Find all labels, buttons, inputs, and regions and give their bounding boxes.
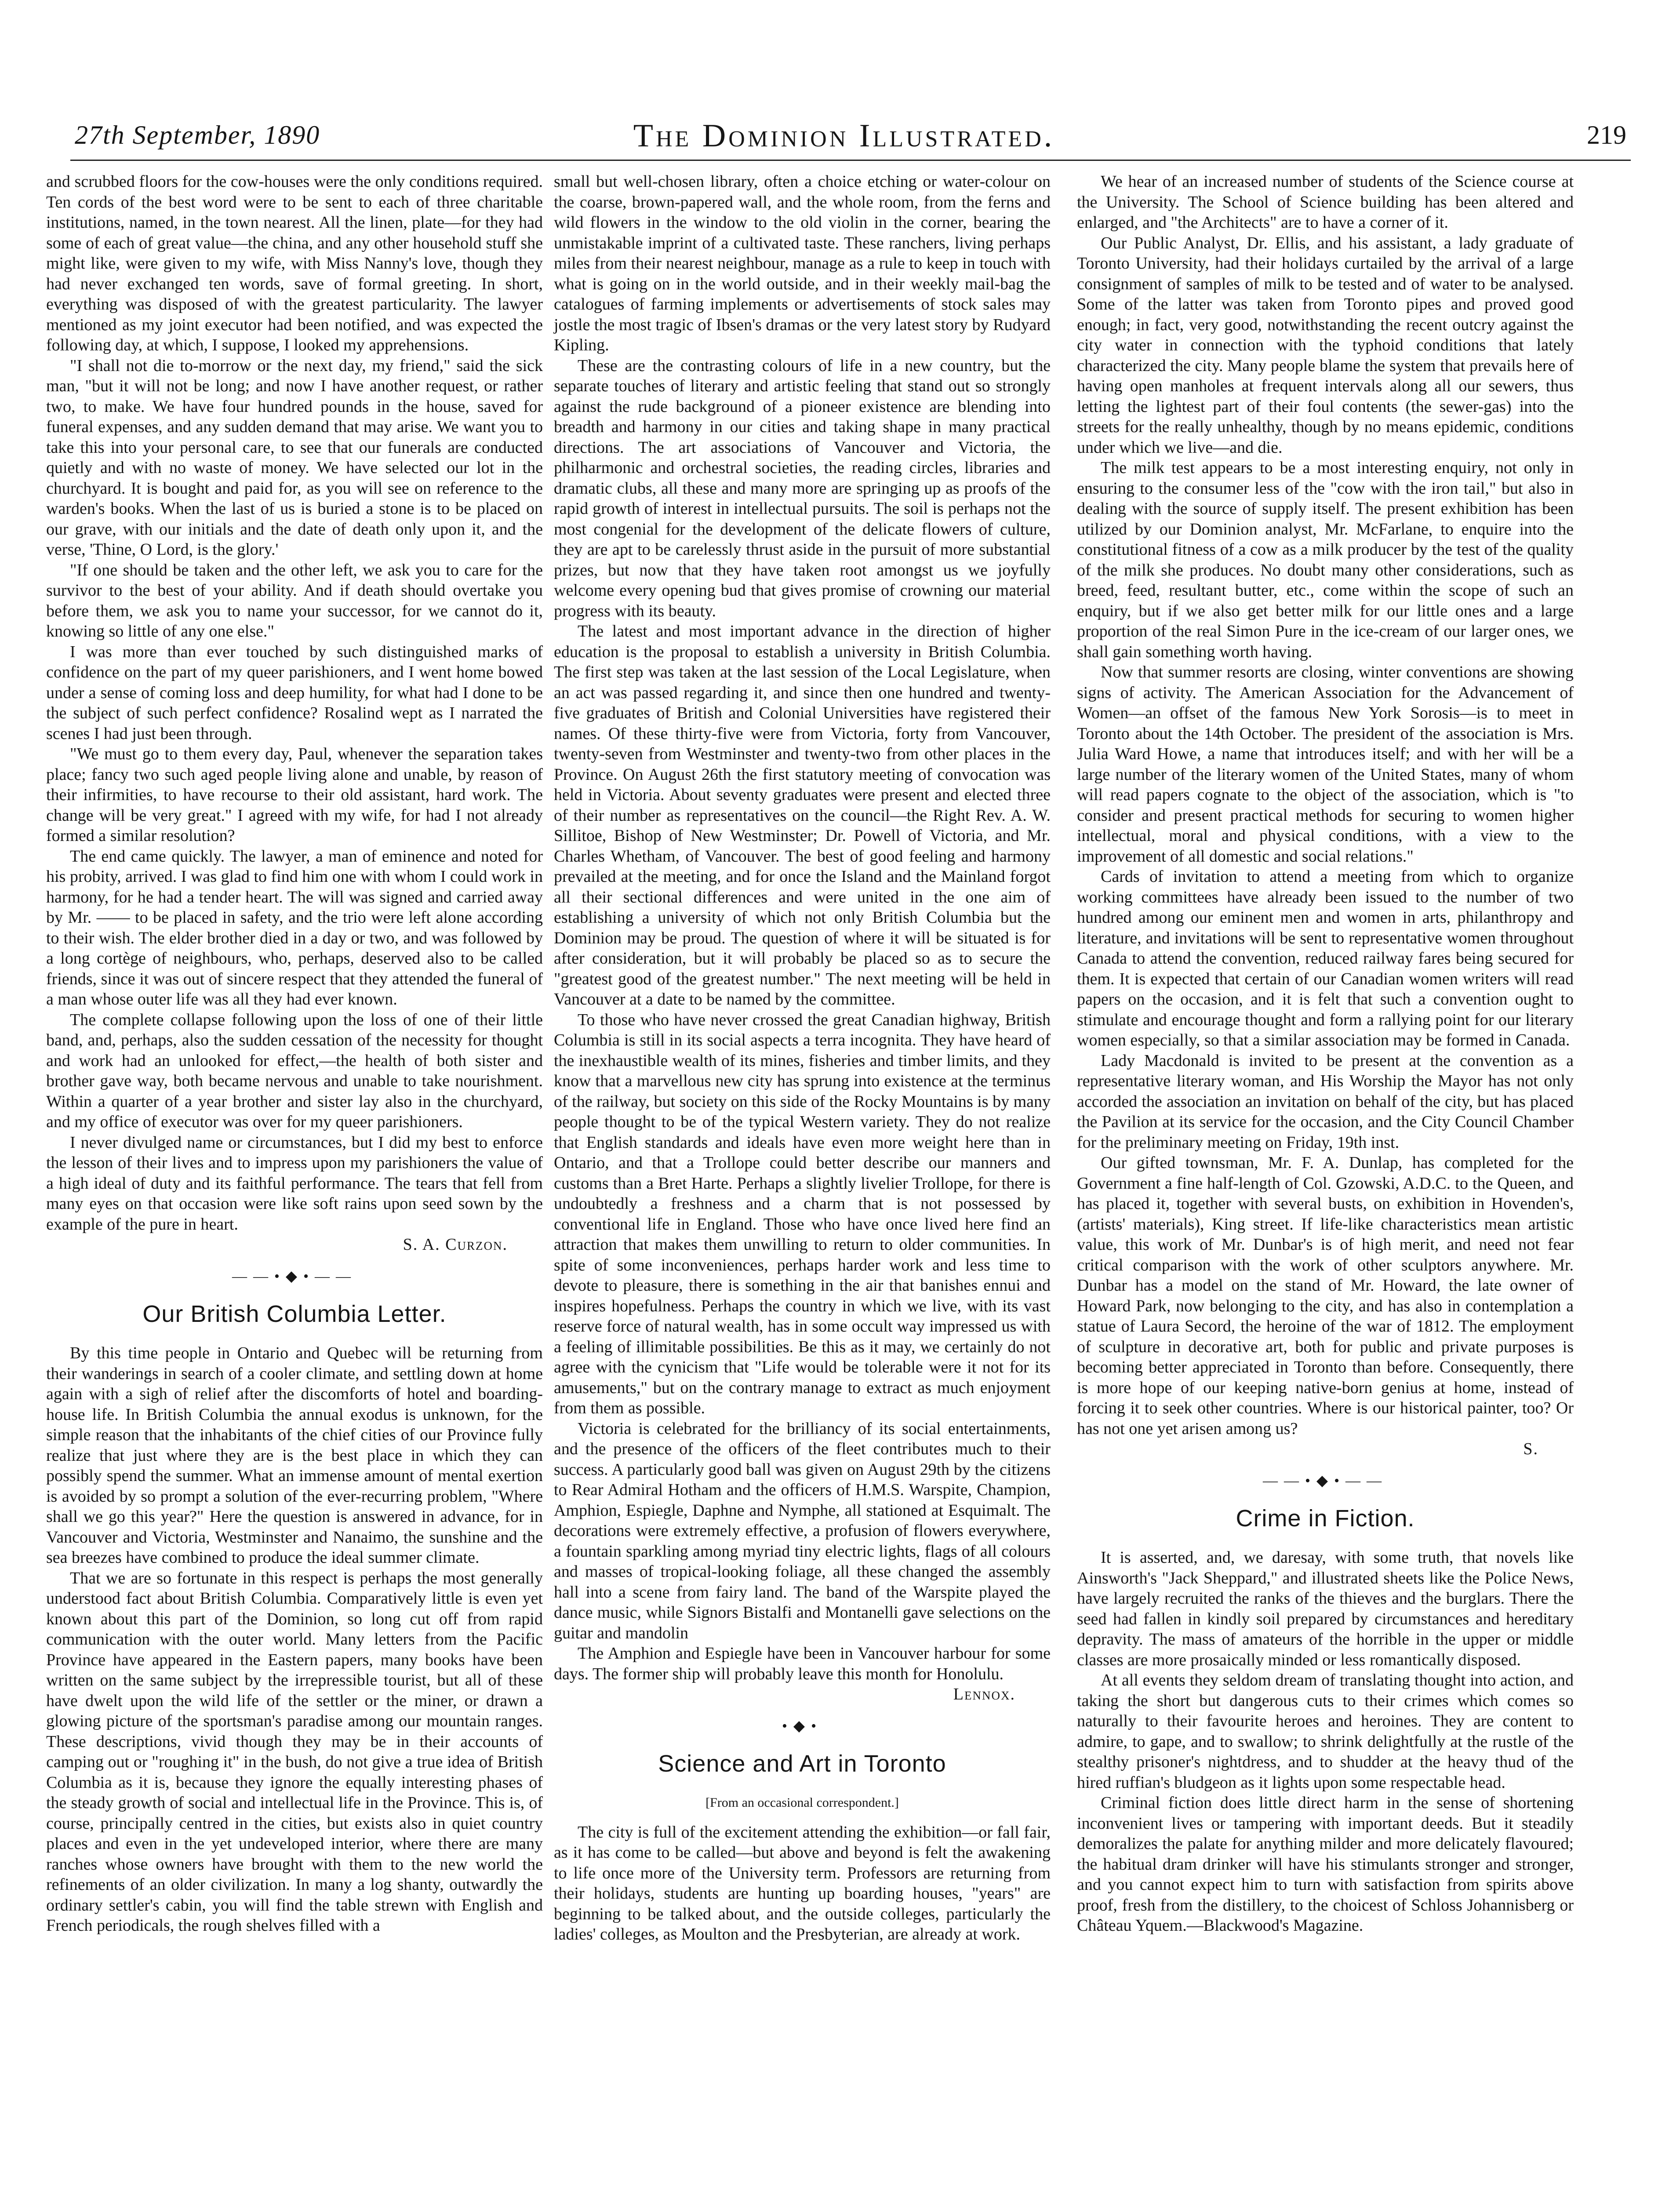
- section-divider: •◆•: [782, 1718, 822, 1734]
- letter-paragraph: These are the contrasting colours of life in a new country, but the separate touches of literary and artistic feeling that stand out so strongly against the rude background of a pioneer existence are blending into breadth and harmony in our cities and taking shape in many practical directions. The art associations of Vancouver and Victoria, the philharmonic and orchestral societies, the reading circles, libraries and dramatic clubs, all these and many more are springing up as proofs of the rapid growth of interest in intellectual pursuits. The soil is perhaps not the most congenial for the development of the delicate flowers of culture, they are apt to be carelessly thrust aside in the pursuit of more substantial prizes, but now that they have taken root amongst us we joyfully welcome every opening bud that gives promise of crowning our material progress with its beauty.: [554, 356, 1051, 620]
- publication-title: The Dominion Illustrated.: [633, 118, 1055, 154]
- story-paragraph: "If one should be taken and the other left, we ask you to care for the survivor to the best of your ability. And if death should overtake you before them, we ask you to name your successor, for we cannot do it, knowing so little of any one else.": [46, 560, 543, 640]
- crime-paragraph: Criminal fiction does little direct harm in the sense of shortening inconvenient lives or tampering with important deeds. But it steadily demoralizes the palate for anything milder and more delicately flavoured; the habitual dram drinker will have his stimulants stronger and stronger, and you cannot expect him to turn with satisfaction from spirits above proof, fresh from the distillery, to the choicest of Schloss Johannisberg or Château Yquem.—Blackwood's Magazine.: [1077, 1794, 1574, 1935]
- letter-paragraph: Victoria is celebrated for the brilliancy of its social entertainments, and the presence of the officers of the fleet contributes much to their success. A particularly good ball was given on August 29th by the citizens to Rear Admiral Hotham and the officers of H.M.S. Warspite, Champion, Amphion, Espiegle, Daphne and Nymphe, all stationed at Esquimalt. The decorations were extremely effective, a profusion of flowers everywhere, a fountain sparkling among myriad tiny electric lights, flags of all colours and masses of tropical-looking foliage, all these changed the assembly hall into a scene from fairy land. The band of the Warspite played the dance music, while Signors Bistalfi and Montanelli gave selections on the guitar and mandolin: [554, 1419, 1051, 1642]
- correspondent-byline: [From an occasional correspondent.]: [705, 1795, 899, 1810]
- science-paragraph: The city is full of the excitement attending the exhibition—or fall fair, as it has come to be called—but above and beyond is felt the awakening to life once more of the University term. Professors are returning from their holidays, students are hunting up boarding houses, "years" are beginning to be talked about, and the outside colleges, particularly the ladies' colleges, as Moulton and the Presbyterian, are already at work.: [554, 1823, 1051, 1943]
- section-divider: ——•◆•——: [1263, 1472, 1388, 1489]
- science-signature: S.: [1523, 1440, 1538, 1458]
- story-paragraph: The end came quickly. The lawyer, a man of eminence and noted for his probity, arrived. I was glad to find him one with whom I could work in harmony, for he had a tender heart. The will was signed and carried away by Mr. —— to be placed in safety, and the trio were left alone according to their wish. The elder brother died in a day or two, and was followed by a long cortège of neighbours, who, perhaps, deserved also to be called friends, since it was out of sincere respect that they attended the funeral of a man whose outer life was all they had ever known.: [46, 847, 543, 1008]
- issue-date: 27th September, 1890: [75, 120, 320, 149]
- masthead-rule: [70, 160, 1631, 161]
- section-title-crime-fiction: Crime in Fiction.: [1236, 1505, 1415, 1532]
- story-paragraph: I never divulged name or circumstances, but I did my best to enforce the lesson of their lives and to impress upon my parishioners the value of a high ideal of duty and its faithful performance. The tears that fell from many eyes on that occasion were like soft rains upon seed sown by the example of the pure in heart.: [46, 1133, 543, 1234]
- column-left: [46, 171, 543, 1936]
- letter-paragraph: By this time people in Ontario and Quebec will be returning from their wanderings in search of a cooler climate, and settling down at home again with a sigh of relief after the discomforts of hotel and boarding-house life. In British Columbia the annual exodus is unknown, for the simple reason that the inhabitants of the chief cities of our Province fully realize that just where they are is the best place in which they can possibly spend the summer. What an immense amount of mental exertion is avoided by so prompt a solution of the ever-recurring problem, "Where shall we go this year?" Here the question is answered in advance, for in Vancouver and Victoria, Westminster and Nanaimo, the sunshine and the sea breezes have combined to produce the ideal summer climate.: [46, 1344, 543, 1567]
- story-signature: S. A. Curzon.: [403, 1235, 508, 1254]
- page-number: 219: [1587, 120, 1626, 149]
- science-paragraph: We hear of an increased number of students of the Science course at the University. The School of Science building has been altered and enlarged, and "the Architects" are to have a corner of it.: [1077, 172, 1574, 232]
- column-right: [1077, 171, 1574, 1936]
- letter-paragraph: That we are so fortunate in this respect is perhaps the most generally understood fact about British Columbia. Comparatively little is even yet known about this part of the Dominion, so long cut off from rapid communication with the outer world. Many letters from the Pacific Province have appeared in the Eastern papers, many books have been written on the same subject by the irrepressible tourist, but all of these have dwelt upon the wild life of the settler or the miner, or drawn a glowing picture of the sportsman's paradise among our mountain ranges. These descriptions, vivid though they may be in their accounts of camping out or "roughing it" in the bush, do not give a true idea of British Columbia as it is, because they ignore the equally interesting phases of the steady growth of social and intellectual life in the Province. This is, of course, principally centred in the cities, but exists also in quiet country places and even in the yet undeveloped interior, where there are many ranches whose owners have brought with them to the new world the refinements of an older civilization. In many a log shanty, outwardly the ordinary settler's cabin, you will find the table strewn with English and French periodicals, the rough shelves filled with a: [46, 1568, 543, 1935]
- letter-signature: Lennox.: [953, 1685, 1015, 1703]
- science-paragraph: Lady Macdonald is invited to be present at the convention as a representative literary woman, and His Worship the Mayor has not only accorded the association an invitation on behalf of the city, but has placed the Pavilion at its service for the occasion, and the City Council Chamber for the preliminary meeting on Friday, 19th inst.: [1077, 1051, 1574, 1152]
- story-paragraph: "We must go to them every day, Paul, whenever the separation takes place; fancy two such aged people living alone and unable, by reason of their infirmities, to have recourse to their old assistant, hard work. The change will be very great." I agreed with my wife, for had I not already formed a similar resolution?: [46, 745, 543, 845]
- story-paragraph: and scrubbed floors for the cow-houses were the only conditions required. Ten cords of the best word were to be sent to each of three charitable institutions, named, in the town nearest. All the linen, plate—for they had some of each of great value—the china, and any other household stuff she might like, were given to my wife, with Miss Nanny's love, though they had never exchanged ten words, save of formal greeting. In short, everything was disposed of with the greatest particularity. The lawyer mentioned as my joint executor had been notified, and was expected the following day, at which, I suppose, I looked my apprehensions.: [46, 172, 543, 354]
- crime-paragraph: It is asserted, and, we daresay, with some truth, that novels like Ainsworth's "Jack Sheppard," and illustrated sheets like the Police News, have largely recruited the ranks of the thieves and the burglars. There the seed had fallen in kindly soil prepared by circumstances and hereditary depravity. The mass of amateurs of the horrible in the upper or middle classes are more prosaically minded or less romantically disposed.: [1077, 1548, 1574, 1669]
- story-paragraph: The complete collapse following upon the loss of one of their little band, and, perhaps, also the sudden cessation of the necessity for thought and work had an unlooked for effect,—the health of both sister and brother gave way, both became nervous and unable to take nourishment. Within a quarter of a year brother and sister lay also in the churchyard, and my office of executor was over for my queer parishioners.: [46, 1010, 543, 1131]
- letter-paragraph: The Amphion and Espiegle have been in Vancouver harbour for some days. The former ship will probably leave this month for Honolulu.: [554, 1644, 1051, 1683]
- story-paragraph: "I shall not die to-morrow or the next day, my friend," said the sick man, "but it will not be long; and now I have another request, or rather two, to make. We have four hundred pounds in the house, saved for funeral expenses, and any sudden demand that may arise. We want you to take this into your personal care, to see that our funerals are conducted quietly and with no waste of money. We have selected our lot in the churchyard. It is bought and paid for, as you will see on reference to the warden's books. When the last of us is buried a stone is to be placed on our grave, with our initials and the date of death only upon it, and the verse, 'Thine, O Lord, is the glory.': [46, 356, 543, 559]
- science-paragraph: The milk test appears to be a most interesting enquiry, not only in ensuring to the consumer less of the "cow with the iron tail," but also in dealing with the source of supply itself. The present exhibition has been utilized by our Dominion analyst, Mr. McFarlane, to enquire into the constitutional fitness of a cow as a milk producer by the test of the quality of the milk she produces. No doubt many other considerations, such as breed, feed, resultant butter, etc., come within the scope of such an enquiry, but if we also get better milk for our little ones and a large proportion of the real Simon Pure in the ice-cream of our larger ones, we shall gain something worth having.: [1077, 459, 1574, 661]
- story-paragraph: I was more than ever touched by such distinguished marks of confidence on the part of my queer parishioners, and I went home bowed under a sense of coming loss and deep humility, for what had I done to be the subject of such perfect confidence? Rosalind wept as I narrated the scenes I had just been through.: [46, 642, 543, 743]
- section-title-science-art: Science and Art in Toronto: [658, 1750, 946, 1777]
- crime-paragraph: At all events they seldom dream of translating thought into action, and taking the short but dangerous cuts to their crimes which comes so naturally to their favourite heroes and heroines. They are content to admire, to gape, and to swallow; to shrink delightfully at the rustle of the stealthy prisoner's nightdress, and to shudder at the heavy thud of the hired ruffian's bludgeon as it lights upon some respectable head.: [1077, 1671, 1574, 1792]
- letter-paragraph: small but well-chosen library, often a choice etching or water-colour on the coarse, brown-papered wall, and the whole room, from the ferns and wild flowers in the window to the old violin in the corner, bearing the unmistakable imprint of a cultivated taste. These ranchers, living perhaps miles from their nearest neighbour, manage as a rule to keep in touch with what is going on in the world outside, and in their weekly mail-bag the catalogues of farming implements or advertisements of stock sales may jostle the most tragic of Ibsen's dramas or the very latest story by Rudyard Kipling.: [554, 172, 1051, 354]
- science-paragraph: Our Public Analyst, Dr. Ellis, and his assistant, a lady graduate of Toronto University, had their holidays curtailed by the arrival of a large consignment of samples of milk to be tested and of water to be analysed. Some of the latter was taken from Toronto pipes and proved good enough; in fact, very good, notwithstanding the recent outcry against the city water in connection with the typhoid conditions that lately characterized the city. Many people blame the system that prevails here of having open manholes at frequent intervals along all our sewers, thus letting the lightest part of their foul contents (the sewer-gas) into the streets for the really unhealthy, though by no means epidemic, conditions under which we live—and die.: [1077, 233, 1574, 457]
- section-divider: ——•◆•——: [232, 1268, 357, 1285]
- science-paragraph: Our gifted townsman, Mr. F. A. Dunlap, has completed for the Government a fine half-length of Col. Gzowski, A.D.C. to the Queen, and has placed it, together with several busts, on exhibition in Hovenden's, (artists' materials), King street. If life-like characteristics mean artistic value, this work of Mr. Dunbar's is of high merit, and need not fear critical comparison with the work of other sculptors anywhere. Mr. Dunbar has a model on the stand of Mr. Howard, the late owner of Howard Park, now belonging to the city, and has also in contemplation a statue of Laura Secord, the heroine of the war of 1812. The employment of sculpture in decorative art, both for public and private purposes is becoming better appreciated in Toronto than before. Consequently, there is more hope of our keeping native-born genius at home, instead of forcing it to seek other countries. Where is our historical painter, too? Or has not one yet arisen among us?: [1077, 1154, 1574, 1438]
- science-paragraph: Cards of invitation to attend a meeting from which to organize working committees have already been issued to the number of two hundred among our eminent men and women in arts, philanthropy and literature, and invitations will be sent to representative women throughout Canada to attend the convention, reduced railway fares being secured for them. It is expected that certain of our Canadian women writers will read papers on the occasion, and it is felt that such a convention ought to stimulate and encourage thought and form a rallying point for our literary women especially, so that a similar association may be formed in Canada.: [1077, 867, 1574, 1049]
- letter-paragraph: The latest and most important advance in the direction of higher education is the proposal to establish a university in British Columbia. The first step was taken at the last session of the Local Legislature, when an act was passed regarding it, and since then one hundred and twenty-five graduates of British and Colonial Universities have registered their names. Of these thirty-five were from Victoria, forty from Vancouver, twenty-seven from Westminster and twenty-two from other places in the Province. On August 26th the first statutory meeting of convocation was held in Victoria. About seventy graduates were present and elected three of their number as representatives on the council—the Right Rev. A. W. Sillitoe, Bishop of New Westminster; Dr. Powell of Victoria, and Mr. Charles Whetham, of Vancouver. The best of good feeling and harmony prevailed at the meeting, and for once the Island and the Mainland forgot all their sectional differences and were united in the one aim of establishing a university of which not only British Columbia but the Dominion may be proud. The question of where it will be situated is for after consideration, but it will probably be placed so as to secure the "greatest good of the greatest number." The next meeting will be held in Vancouver at a date to be named by the committee.: [554, 622, 1051, 1008]
- section-title-bc-letter: Our British Columbia Letter.: [142, 1301, 447, 1327]
- column-middle: [554, 171, 1051, 1945]
- letter-paragraph: To those who have never crossed the great Canadian highway, British Columbia is still in its social aspects a terra incognita. They have heard of the inexhaustible wealth of its mines, fisheries and timber limits, and they know that a marvellous new city has sprung into existence at the terminus of the railway, but society on this side of the Rocky Mountains is by many people thought to be of the typical Western variety. They do not realize that English standards and ideals have even more weight here than in Ontario, and that a Trollope could better describe our manners and customs than a Bret Harte. Perhaps a slightly livelier Trollope, for there is undoubtedly a freshness and a charm that is not possessed by conventional life in England. Those who have once lived here find an attraction that makes them unwilling to return to older communities. In spite of some inconveniences, perhaps harder work and less time to devote to pleasure, there is something in the air that banishes ennui and inspires hopefulness. Perhaps the country in which we live, with its vast reserve force of natural wealth, has in some occult way impressed us with a feeling of illimitable possibilities. Be this as it may, we certainly do not agree with the cynicism that "Life would be tolerable were it not for its amusements," but on the contrary manage to extract as much enjoyment from them as possible.: [554, 1010, 1051, 1417]
- masthead: [44, 112, 1644, 165]
- science-paragraph: Now that summer resorts are closing, winter conventions are showing signs of activity. The American Association for the Advancement of Women—an offset of the famous New York Sorosis—is to meet in Toronto about the 14th October. The president of the association is Mrs. Julia Ward Howe, a name that introduces itself; and with her will be a large number of the literary women of the United States, many of whom will read papers cognate to the object of the association, which is "to consider and present practical methods for securing to women higher intellectual, moral and physical conditions, with a view to the improvement of all domestic and social relations.": [1077, 663, 1574, 866]
